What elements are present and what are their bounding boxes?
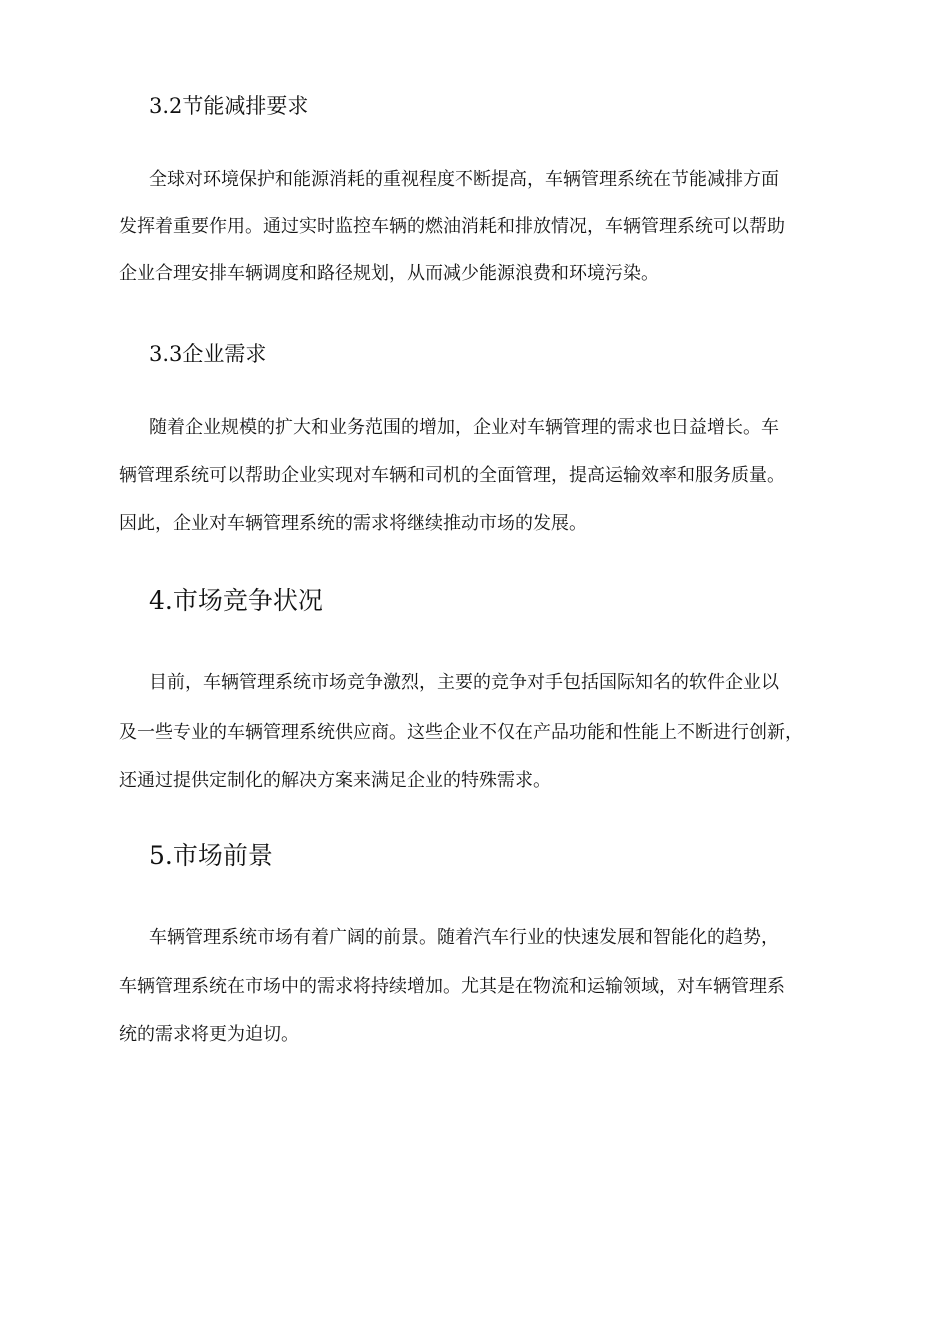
section-heading-4: 4.市场竞争状况	[149, 586, 323, 615]
section-heading-3-3: 3.3企业需求	[149, 342, 267, 366]
paragraph-line: 统的需求将更为迫切。	[119, 1024, 299, 1045]
section-heading-3-2: 3.2节能减排要求	[149, 94, 309, 118]
paragraph-line: 因此，企业对车辆管理系统的需求将继续推动市场的发展。	[119, 513, 587, 534]
paragraph-line: 目前，车辆管理系统市场竞争激烈，主要的竞争对手包括国际知名的软件企业以	[149, 672, 779, 693]
paragraph-5	[119, 925, 829, 1055]
paragraph-line: 随着企业规模的扩大和业务范围的增加，企业对车辆管理的需求也日益增长。车	[149, 417, 779, 438]
paragraph-line: 全球对环境保护和能源消耗的重视程度不断提高，车辆管理系统在节能减排方面	[149, 169, 779, 190]
paragraph-line: 还通过提供定制化的解决方案来满足企业的特殊需求。	[119, 770, 551, 791]
paragraph-line: 车辆管理系统在市场中的需求将持续增加。尤其是在物流和运输领域，对车辆管理系	[119, 976, 785, 997]
paragraph-3-2	[119, 167, 829, 297]
paragraph-3-3	[119, 415, 829, 545]
paragraph-line: 发挥着重要作用。通过实时监控车辆的燃油消耗和排放情况，车辆管理系统可以帮助	[119, 216, 785, 237]
paragraph-4	[119, 670, 829, 800]
paragraph-line: 辆管理系统可以帮助企业实现对车辆和司机的全面管理，提高运输效率和服务质量。	[119, 465, 785, 486]
paragraph-line: 及一些专业的车辆管理系统供应商。这些企业不仅在产品功能和性能上不断进行创新，	[119, 722, 803, 743]
section-heading-5: 5.市场前景	[149, 841, 273, 870]
paragraph-line: 企业合理安排车辆调度和路径规划，从而减少能源浪费和环境污染。	[119, 263, 659, 284]
paragraph-line: 车辆管理系统市场有着广阔的前景。随着汽车行业的快速发展和智能化的趋势，	[149, 927, 779, 948]
